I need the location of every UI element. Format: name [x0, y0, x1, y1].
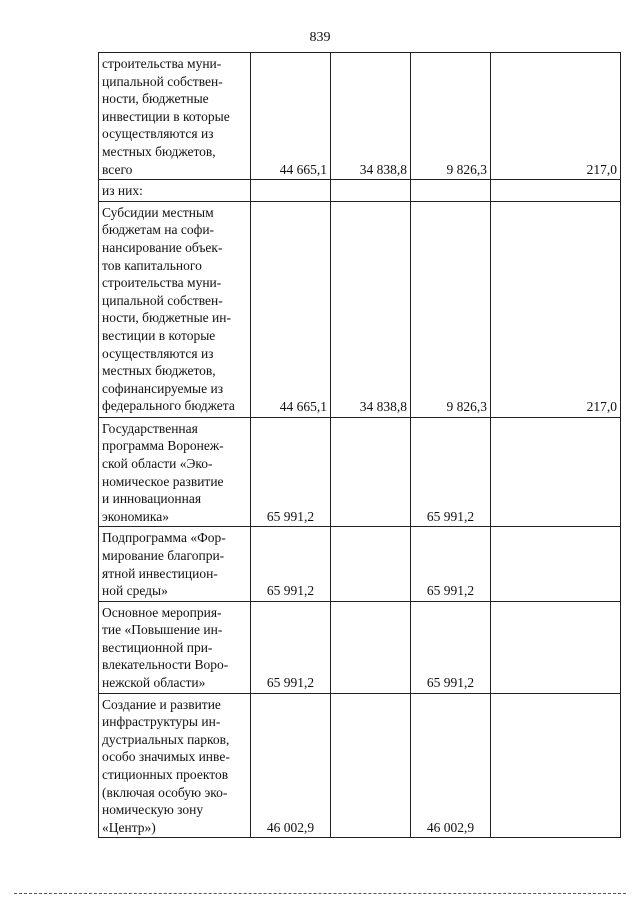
- row-name-text: из них:: [102, 183, 143, 199]
- row-name-text: Создание и развитие инфраструктуры ин- дустриальных парков, особо значимых инве- стиционных проектов (включая особую эко- номическую зону «Центр»): [102, 696, 230, 835]
- table-row: [99, 53, 621, 180]
- value-cell-2: [331, 180, 411, 202]
- table-row: [99, 417, 621, 527]
- row-name-cell: [99, 527, 251, 601]
- row-name-cell: [99, 693, 251, 838]
- table-row: [99, 180, 621, 202]
- value-cell-1: [251, 180, 331, 202]
- value-cell-2: [331, 693, 411, 838]
- value-cell-2: [331, 417, 411, 527]
- table-row: [99, 693, 621, 838]
- budget-table: [98, 52, 621, 838]
- value-cell-4: [491, 180, 621, 202]
- table-row: [99, 201, 621, 417]
- row-name-text: Субсидии местным бюджетам на софи- нансирование объек- тов капитального строительства муни- ципальной собствен- ности, бюджетные ин- вестиции в которые осуществляются из местных бюджетов, софинансируемые из федерального бюджета: [102, 204, 235, 414]
- value-cell-1: 44 665,1: [251, 53, 331, 180]
- value-cell-4: 217,0: [491, 201, 621, 417]
- value-cell-4: 217,0: [491, 53, 621, 180]
- value-cell-3: 9 826,3: [411, 53, 491, 180]
- page-number: 839: [309, 30, 331, 45]
- row-name-cell: [99, 201, 251, 417]
- value-cell-1: 65 991,2: [251, 601, 331, 693]
- value-cell-1: 65 991,2: [251, 527, 331, 601]
- value-cell-4: [491, 527, 621, 601]
- page-bottom-divider: [14, 893, 626, 894]
- value-cell-4: [491, 693, 621, 838]
- value-cell-2: [331, 527, 411, 601]
- row-name-text: строительства муни- ципальной собствен- ности, бюджетные инвестиции в которые осуществляются из местных бюджетов, всего: [102, 56, 230, 177]
- row-name-cell: [99, 53, 251, 180]
- row-name-cell: [99, 601, 251, 693]
- value-cell-4: [491, 417, 621, 527]
- row-name-text: Государственная программа Воронеж- ской области «Эко- номическое развитие и инновационная экономика»: [102, 420, 224, 524]
- value-cell-3: 65 991,2: [411, 417, 491, 527]
- value-cell-2: [331, 601, 411, 693]
- value-cell-1: 46 002,9: [251, 693, 331, 838]
- value-cell-2: 34 838,8: [331, 201, 411, 417]
- value-cell-1: 44 665,1: [251, 201, 331, 417]
- value-cell-3: [411, 180, 491, 202]
- row-name-cell: [99, 417, 251, 527]
- value-cell-2: 34 838,8: [331, 53, 411, 180]
- value-cell-3: 9 826,3: [411, 201, 491, 417]
- row-name-text: Основное мероприя- тие «Повышение ин- вестиционной при- влекательности Воро- нежской области»: [102, 604, 229, 691]
- value-cell-1: 65 991,2: [251, 417, 331, 527]
- value-cell-4: [491, 601, 621, 693]
- value-cell-3: 65 991,2: [411, 527, 491, 601]
- row-name-text: Подпрограмма «Фор- мирование благопри- ятной инвестицион- ной среды»: [102, 530, 226, 599]
- row-name-cell: [99, 180, 251, 202]
- value-cell-3: 46 002,9: [411, 693, 491, 838]
- table-row: [99, 527, 621, 601]
- table-row: [99, 601, 621, 693]
- value-cell-3: 65 991,2: [411, 601, 491, 693]
